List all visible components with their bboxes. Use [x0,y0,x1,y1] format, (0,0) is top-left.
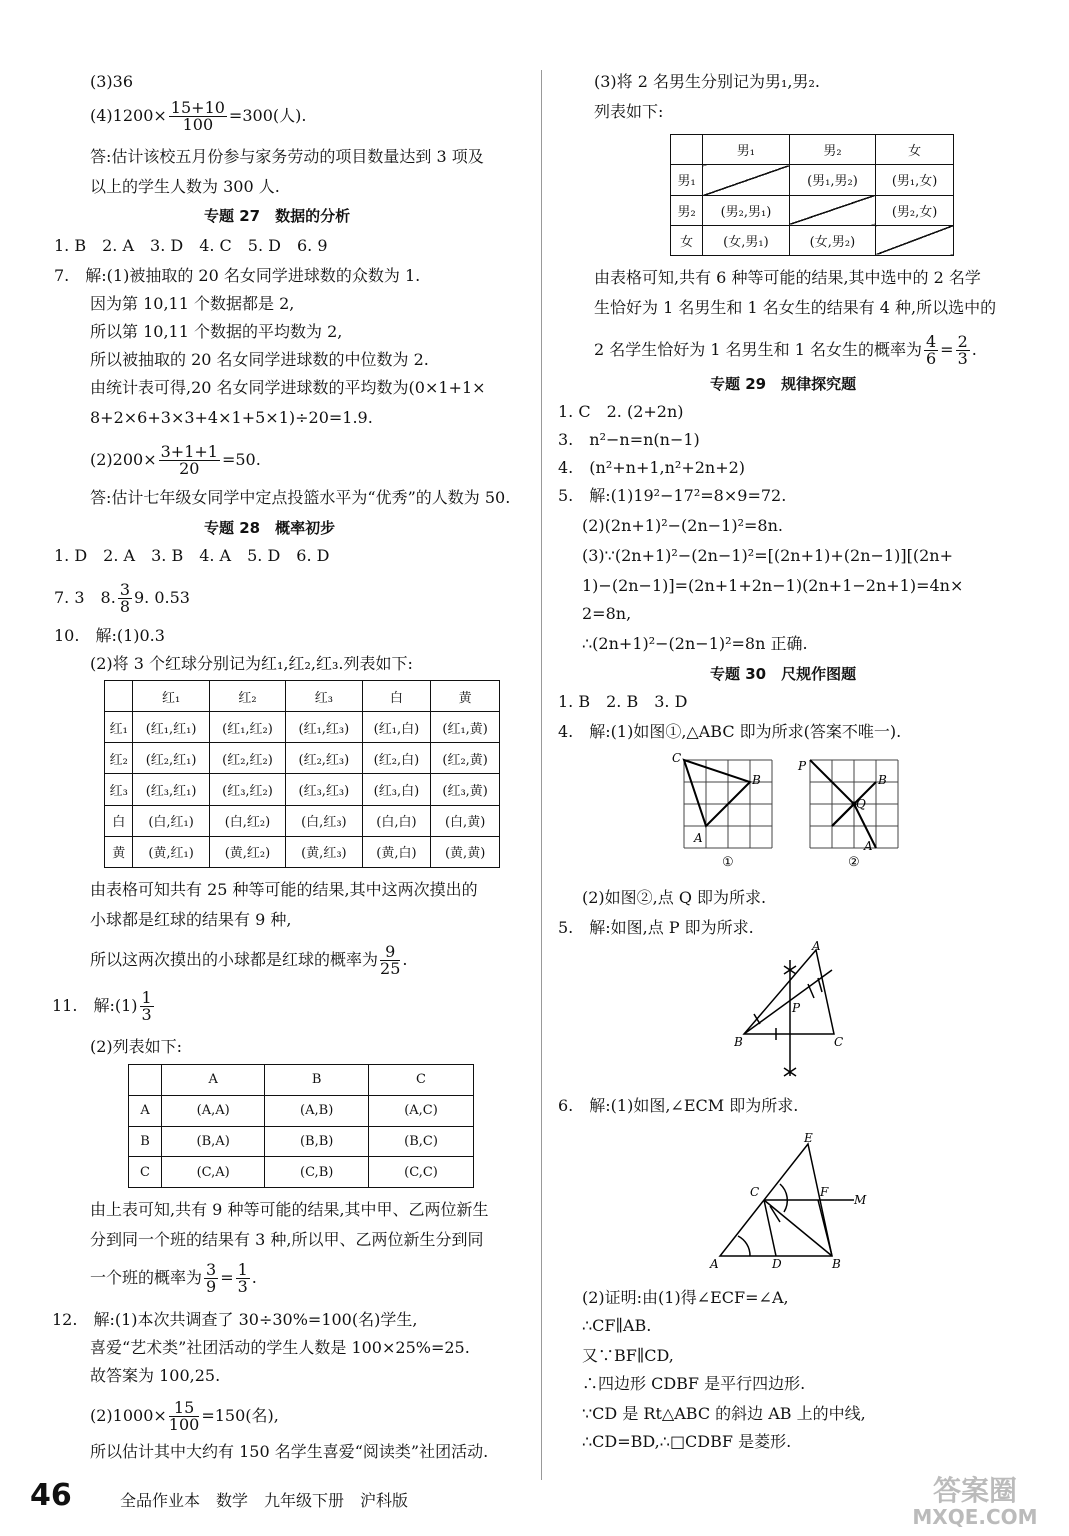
fig4-label-b: B [832,1257,841,1270]
answer-line: 所以被抽取的 20 名女同学进球数的中位数为 2. [90,350,429,369]
table-row [129,1126,474,1157]
answer-line: 1. B 2. A 3. D 4. C 5. D 6. 9 [54,236,328,255]
table-cell: 红₁ [105,712,133,743]
answer-line: 7. 3 8. $\frac{3}{8}$ 9. 0.53 [54,580,190,616]
fig1-label-c: C [672,751,682,765]
answer-line: 7. 解:(1)被抽取的 20 名女同学进球数的众数为 1. [54,266,421,285]
answer-line: ∴(2n+1)²−(2n−1)²=8n 正确. [582,634,808,653]
table-cell: 男₁ [703,135,790,165]
table-row [105,774,500,805]
table-cell: 黄 [105,836,133,867]
table-row [129,1095,474,1126]
table-cell: 红₃ [286,681,362,712]
answer-line: 2=8n, [582,604,632,623]
column-divider [541,70,542,1480]
answer-line: 10. 解:(1)0.3 [54,626,165,645]
fraction: $\frac{1}{3}$ [141,988,152,1024]
table-row [105,805,500,836]
answer-line: (3)将 2 名男生分别记为男₁,男₂. [594,72,821,91]
fraction: $\frac{3}{9}$ [206,1260,217,1296]
answer-line: (4)1200× $\frac{15+10}{100}$ =300(人). [90,98,307,134]
fig1-caption: ① [722,855,734,870]
table-cell: 男₁ [671,165,703,195]
table-cell: 女 [671,225,703,255]
answer-line: 5. 解:(1)19²−17²=8×9=72. [558,486,787,505]
answer-line: 3. n²−n=n(n−1) [558,430,700,449]
table-cell: (红₁,黄) [431,712,500,743]
table-cell: A [129,1095,162,1126]
table-row [105,743,500,774]
section-heading: 专题 30 尺规作图题 [710,665,857,683]
fig3-label-b: B [734,1035,743,1049]
table-cell [129,1065,162,1096]
table-cell: C [369,1065,474,1096]
answer-line: 1)−(2n−1)]=(2n+1+2n−1)(2n+1−2n+1)=4n× [582,576,964,595]
table-cell: (白,红₂) [209,805,285,836]
table-row [671,225,954,255]
table-row [671,135,954,165]
fig4-label-a: A [710,1257,719,1270]
table-cell: (黄,红₃) [286,836,362,867]
table-row [129,1065,474,1096]
grid-figure-1 [668,750,778,870]
table-cell: (黄,红₁) [133,836,209,867]
answer-line: 11. 解:(1) $\frac{1}{3}$ [52,988,152,1024]
answer-line: 答:估计七年级女同学中定点投篮水平为“优秀”的人数为 50. [90,488,511,507]
table-cell: 白 [362,681,431,712]
answer-line: 1. B 2. B 3. D [558,692,688,711]
table-cell: (男₁,男₂) [789,165,876,195]
page-number: 46 [30,1478,72,1513]
answer-line: (3)36 [90,72,134,91]
answer-line: 所以这两次摸出的小球都是红球的概率为 $\frac{9}{25}$ . [90,942,408,978]
table-cell: 男₂ [789,135,876,165]
table-cell: (A,B) [265,1095,369,1126]
table-cell: (C,C) [369,1157,474,1188]
answer-line: 5. 解:如图,点 P 即为所求. [558,918,754,937]
fig2-label-p: P [798,759,807,773]
answer-line: 12. 解:(1)本次共调查了 30÷30%=100(名)学生, [52,1310,418,1329]
table-cell [671,135,703,165]
table-cell: B [129,1126,162,1157]
answer-line: 分到同一个班的结果有 3 种,所以甲、乙两位新生分到同 [90,1230,484,1249]
table-cell: (B,A) [162,1126,265,1157]
table-cell: (红₃,红₁) [133,774,209,805]
probability-table-students [670,134,954,256]
answer-line: ∵CD 是 Rt△ABC 的斜边 AB 上的中线, [582,1404,866,1423]
table-cell: (红₂,红₂) [209,743,285,774]
fraction: $\frac{1}{3}$ [237,1260,248,1296]
table-cell: (红₁,红₂) [209,712,285,743]
table-row [129,1157,474,1188]
table-cell: 白 [105,805,133,836]
table-cell: 红₁ [133,681,209,712]
answer-line: (2)如图②,点 Q 即为所求. [582,888,767,907]
answer-line: 4. (n²+n+1,n²+2n+2) [558,458,746,477]
table-cell: (红₂,红₁) [133,743,209,774]
answer-line: (2)1000× $\frac{15}{100}$ =150(名), [90,1398,279,1434]
fraction: $\frac{3+1+1}{20}$ [160,442,218,478]
table-row [105,836,500,867]
fig4-label-e: E [804,1132,813,1145]
table-cell [703,165,790,195]
fraction: $\frac{2}{3}$ [957,332,968,368]
fig4-label-d: D [772,1257,782,1270]
fraction: $\frac{4}{6}$ [925,332,937,368]
answer-line: 1. D 2. A 3. B 4. A 5. D 6. D [54,546,330,565]
answer-line: 以上的学生人数为 300 人. [90,177,280,196]
table-cell [876,225,954,255]
fig3-label-p: P [792,1001,801,1015]
table-cell: (女,男₁) [703,225,790,255]
table-cell: C [129,1157,162,1188]
watermark-logo [890,1474,1060,1534]
probability-table-classes [128,1064,474,1188]
table-cell: (红₃,黄) [431,774,500,805]
table-cell: 女 [876,135,954,165]
table-cell: (白,黄) [431,805,500,836]
table-cell: (红₁,红₁) [133,712,209,743]
grid-figure-2 [794,750,904,870]
answer-line: (2)将 3 个红球分别记为红₁,红₂,红₃.列表如下: [90,654,413,673]
fig2-caption: ② [848,855,860,870]
watermark-text: 答案圈 [932,1474,1017,1507]
table-cell: (红₁,红₃) [286,712,362,743]
table-cell: 红₂ [105,743,133,774]
fraction: $\frac{15+10}{100}$ [170,98,225,134]
fraction: $\frac{9}{25}$ [380,942,401,978]
fig1-label-b: B [752,773,761,787]
table-cell: (A,A) [162,1095,265,1126]
answer-line: ∴四边形 CDBF 是平行四边形. [582,1374,806,1393]
table-cell: (B,C) [369,1126,474,1157]
table-cell: (红₃,红₃) [286,774,362,805]
table-cell: (红₃,白) [362,774,431,805]
answer-line: 小球都是红球的结果有 9 种, [90,910,292,929]
table-row [671,195,954,225]
table-row [671,165,954,195]
answer-line: 因为第 10,11 个数据都是 2, [90,294,295,313]
book-title: 全品作业本 数学 九年级下册 沪科版 [120,1491,409,1510]
table-cell: (黄,黄) [431,836,500,867]
table-cell: 男₂ [671,195,703,225]
table-cell: (红₂,白) [362,743,431,774]
answer-line: 又∵BF∥CD, [582,1346,674,1365]
table-cell: (男₂,男₁) [703,195,790,225]
answer-line: 所以估计其中大约有 150 名学生喜爱“阅读类”社团活动. [90,1442,489,1461]
answer-line: (2)列表如下: [90,1037,183,1056]
table-cell: (B,B) [265,1126,369,1157]
fig4-label-c: C [750,1185,760,1199]
answer-line: (2)证明:由(1)得∠ECF=∠A, [582,1288,789,1307]
table-cell: (红₃,红₂) [209,774,285,805]
answer-line: 1. C 2. (2+2n) [558,402,684,421]
table-cell: (A,C) [369,1095,474,1126]
table-cell: (红₂,红₃) [286,743,362,774]
table-cell: (白,白) [362,805,431,836]
answer-line: 一个班的概率为 $\frac{3}{9}$ = $\frac{1}{3}$ . [90,1260,257,1296]
watermark-url: MXQE.COM [912,1505,1038,1529]
answer-line: 由表格可知共有 25 种等可能的结果,其中这两次摸出的 [90,880,478,899]
table-cell: 红₂ [209,681,285,712]
answer-line: 4. 解:(1)如图①,△ABC 即为所求(答案不唯一). [558,722,902,741]
table-row [105,681,500,712]
section-heading: 专题 28 概率初步 [204,519,336,537]
fig2-label-q: Q [856,797,866,811]
table-cell: (黄,白) [362,836,431,867]
table-cell: (男₂,女) [876,195,954,225]
table-cell [105,681,133,712]
section-heading: 专题 29 规律探究题 [710,375,857,393]
answer-line: 2 名学生恰好为 1 名男生和 1 名女生的概率为 $\frac{4}{6}$ = $\frac{2}{3}$ . [594,332,977,368]
table-cell: (男₁,女) [876,165,954,195]
answer-line: 8+2×6+3×3+4×1+5×1)÷20=1.9. [90,408,373,427]
answer-line: 故答案为 100,25. [90,1366,221,1385]
table-cell: (白,红₁) [133,805,209,836]
fig4-label-m: M [854,1193,867,1207]
fig4-label-f: F [820,1185,829,1199]
triangle-figure-6 [708,1132,868,1270]
table-cell: (女,男₂) [789,225,876,255]
answer-line: 所以第 10,11 个数据的平均数为 2, [90,322,343,341]
answer-line: 生恰好为 1 名男生和 1 名女生的结果有 4 种,所以选中的 [594,298,997,317]
answer-line: ∴CD=BD,∴□CDBF 是菱形. [582,1432,792,1451]
table-row [105,712,500,743]
answer-line: 喜爱“艺术类”社团活动的学生人数是 100×25%=25. [90,1338,470,1357]
fig2-label-a: A [864,839,873,853]
table-cell: (白,红₃) [286,805,362,836]
triangle-figure-5 [734,940,854,1086]
table-cell: A [162,1065,265,1096]
answer-line: 6. 解:(1)如图,∠ECM 即为所求. [558,1096,799,1115]
answer-line: (2)200× $\frac{3+1+1}{20}$ =50. [90,442,261,478]
answer-line: 列表如下: [594,102,664,121]
answer-line: ∴CF∥AB. [582,1316,652,1335]
answer-line: 由上表可知,共有 9 种等可能的结果,其中甲、乙两位新生 [90,1200,489,1219]
table-cell: (红₂,黄) [431,743,500,774]
answer-line: 由统计表可得,20 名女同学进球数的平均数为(0×1+1× [90,378,486,397]
fig2-label-b: B [878,773,887,787]
fraction: $\frac{3}{8}$ [119,580,130,616]
table-cell: (C,B) [265,1157,369,1188]
fraction: $\frac{15}{100}$ [168,1398,200,1434]
table-cell: (C,A) [162,1157,265,1188]
answer-line: 由表格可知,共有 6 种等可能的结果,其中选中的 2 名学 [594,268,981,287]
probability-table-balls [104,680,500,868]
answer-line: (3)∵(2n+1)²−(2n−1)²=[(2n+1)+(2n−1)][(2n+ [582,546,953,565]
section-heading: 专题 27 数据的分析 [204,207,351,225]
table-cell: (黄,红₂) [209,836,285,867]
fig3-label-a: A [812,940,821,953]
table-cell: B [265,1065,369,1096]
fig3-label-c: C [834,1035,844,1049]
table-cell [789,195,876,225]
answer-line: 答:估计该校五月份参与家务劳动的项目数量达到 3 项及 [90,147,484,166]
table-cell: 黄 [431,681,500,712]
answer-line: (2)(2n+1)²−(2n−1)²=8n. [582,516,783,535]
table-cell: 红₃ [105,774,133,805]
fig1-label-a: A [694,831,703,845]
table-cell: (红₁,白) [362,712,431,743]
